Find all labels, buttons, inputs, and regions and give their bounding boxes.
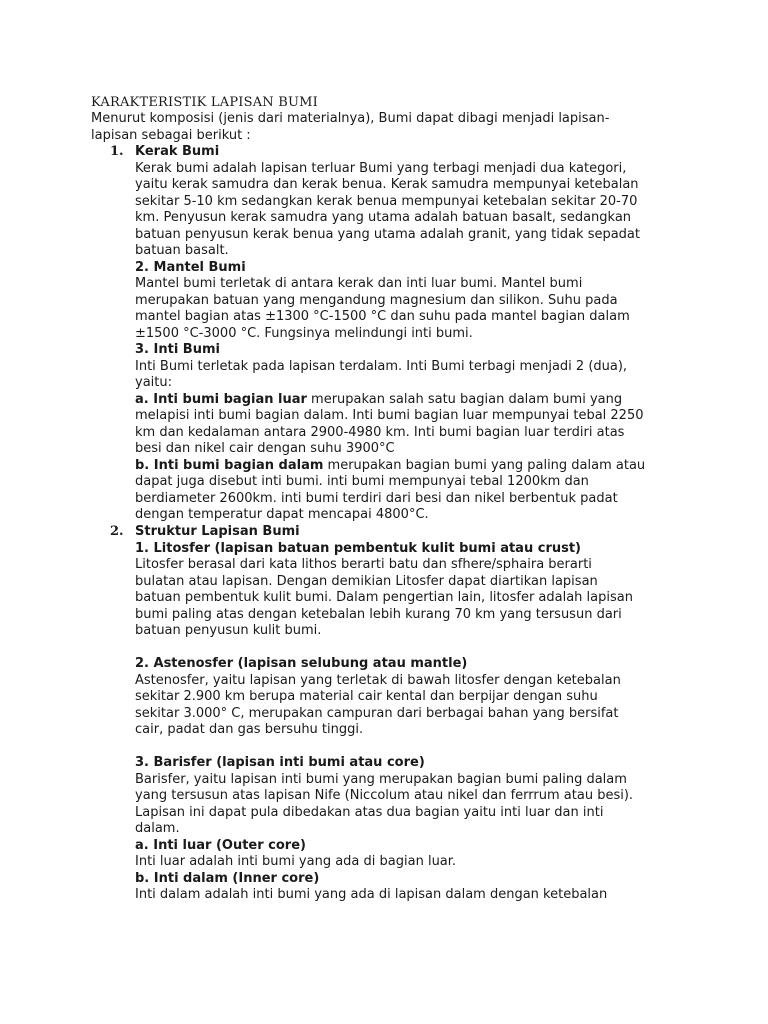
paragraph-line: Inti Bumi terletak pada lapisan terdalam. Inti Bumi terbagi menjadi 2 (dua), — [135, 358, 628, 374]
blank-line — [135, 739, 695, 756]
section-struktur-lapisan-bumi — [135, 524, 695, 904]
inline-heading: a. Inti bumi bagian luar — [135, 391, 307, 407]
paragraph-line: sekitar 2.900 km berupa material cair kental dan berpijar dengan suhu — [135, 689, 598, 704]
subsection-heading: 1. Litosfer (lapisan batuan pembentuk kulit bumi atau crust) — [135, 540, 581, 556]
paragraph-line: batuan pembentuk kulit bumi. Dalam pengertian lain, litosfer adalah lapisan — [135, 590, 633, 605]
section-kerak-bumi — [135, 144, 695, 524]
paragraph-line: batuan basalt. — [135, 243, 229, 258]
paragraph-line: dalam. — [135, 821, 180, 836]
paragraph-line: berdiameter 2600km. inti bumi terdiri dari besi dan nikel berbentuk padat — [135, 490, 618, 506]
intro-paragraph — [91, 111, 671, 144]
paragraph-line: dapat juga disebut inti bumi. inti bumi mempunyai tebal 1200km dan — [135, 474, 589, 489]
paragraph-line: batuan penyusun kerak benua yang utama adalah granit, yang tidak sepadat — [135, 226, 640, 242]
paragraph-line: cair, padat dan gas bersuhu tinggi. — [135, 722, 364, 737]
paragraph-line: Lapisan ini dapat pula dibedakan atas dua bagian yaitu inti luar dan inti — [135, 804, 604, 820]
paragraph-line: merupakan batuan yang mengandung magnesium dan silikon. Suhu pada — [135, 292, 618, 308]
paragraph-line: Barisfer, yaitu lapisan inti bumi yang merupakan bagian bumi paling dalam — [135, 771, 627, 787]
paragraph-line: melapisi inti bumi bagian dalam. Inti bumi bagian luar mempunyai tebal 2250 — [135, 408, 644, 423]
section-heading: Struktur Lapisan Bumi — [135, 524, 300, 539]
paragraph-line: dengan temperatur dapat mencapai 4800°C. — [135, 507, 429, 522]
paragraph-line: batuan penyusun kulit bumi. — [135, 623, 322, 638]
document-title: KARAKTERISTIK LAPISAN BUMI — [91, 95, 318, 110]
list-number-1: 1. — [110, 144, 124, 159]
intro-line: lapisan sebagai berikut : — [91, 127, 251, 143]
paragraph-line: yang tersusun atas lapisan Nife (Niccolum atau nikel dan ferrrum atau besi). — [135, 788, 634, 803]
paragraph-line: km. Penyusun kerak samudra yang utama adalah batuan basalt, sedangkan — [135, 210, 632, 225]
inline-text: merupakan salah satu bagian dalam bumi yang — [306, 391, 623, 407]
paragraph-line: besi dan nikel cair dengan suhu 3900°C — [135, 441, 395, 456]
subsection-heading: 3. Inti Bumi — [135, 342, 220, 357]
paragraph-line: mantel bagian atas ±1300 °C-1500 °C dan suhu pada mantel bagian dalam — [135, 309, 630, 324]
paragraph-line: Inti dalam adalah inti bumi yang ada di lapisan dalam dengan ketebalan — [135, 887, 608, 902]
paragraph-line: yaitu: — [135, 375, 172, 390]
paragraph-line: bumi paling atas dengan ketebalan lebih kurang 70 km yang tersusun dari — [135, 606, 622, 622]
paragraph-line: Kerak bumi adalah lapisan terluar Bumi yang terbagi menjadi dua kategori, — [135, 160, 627, 176]
paragraph-line: sekitar 3.000° C, merupakan campuran dari berbagai bahan yang bersifat — [135, 705, 619, 721]
paragraph-line — [135, 458, 695, 475]
paragraph-line: sekitar 5-10 km sedangkan kerak benua mempunyai ketebalan sekitar 20-70 — [135, 193, 638, 209]
paragraph-line: Astenosfer, yaitu lapisan yang terletak di bawah litosfer dengan ketebalan — [135, 672, 621, 688]
inline-heading: b. Inti bumi bagian dalam — [135, 457, 324, 473]
paragraph-line: Inti luar adalah inti bumi yang ada di bagian luar. — [135, 854, 457, 869]
subsection-heading: 3. Barisfer (lapisan inti bumi atau core) — [135, 755, 425, 770]
paragraph-line: Mantel bumi terletak di antara kerak dan inti luar bumi. Mantel bumi — [135, 276, 583, 291]
subsection-heading: a. Inti luar (Outer core) — [135, 837, 306, 853]
section-heading: Kerak Bumi — [135, 144, 220, 159]
paragraph-line — [135, 392, 695, 409]
inline-text: merupakan bagian bumi yang paling dalam atau — [323, 457, 646, 473]
paragraph-line: Litosfer berasal dari kata lithos berarti batu dan sfhere/sphaira berarti — [135, 557, 592, 572]
paragraph-line: yaitu kerak samudra dan kerak benua. Kerak samudra mempunyai ketebalan — [135, 177, 639, 192]
subsection-heading: 2. Astenosfer (lapisan selubung atau mantle) — [135, 656, 468, 671]
blank-line — [135, 640, 695, 657]
paragraph-line: km dan kedalaman antara 2900-4980 km. Inti bumi bagian luar terdiri atas — [135, 424, 625, 440]
subsection-heading: b. Inti dalam (Inner core) — [135, 870, 320, 886]
intro-line: Menurut komposisi (jenis dari materialnya), Bumi dapat dibagi menjadi lapisan- — [91, 111, 610, 126]
paragraph-line: bulatan atau lapisan. Dengan demikian Litosfer dapat diartikan lapisan — [135, 573, 598, 589]
paragraph-line: ±1500 °C-3000 °C. Fungsinya melindungi inti bumi. — [135, 325, 473, 341]
list-number-2: 2. — [110, 524, 124, 539]
subsection-heading: 2. Mantel Bumi — [135, 259, 246, 275]
